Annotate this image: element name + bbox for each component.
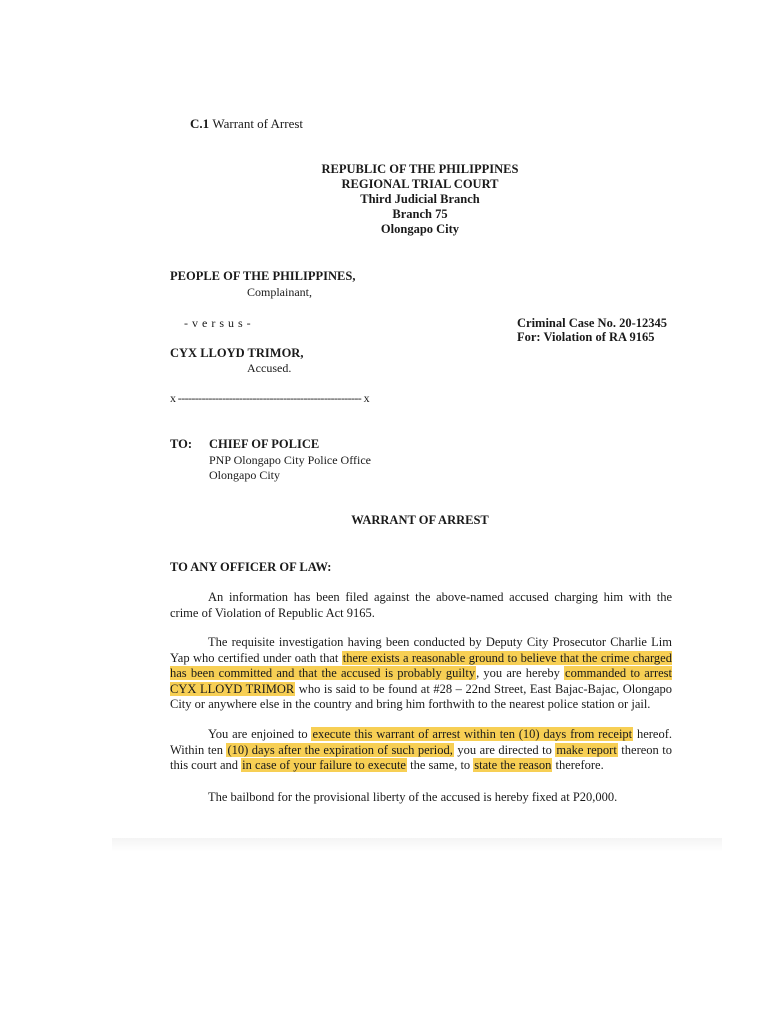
plaintiff-role: Complainant, bbox=[247, 285, 312, 299]
highlight-failure-execute: in case of your failure to execute bbox=[242, 758, 406, 772]
versus-text: - v e r s u s - bbox=[184, 316, 252, 330]
paragraph-bailbond bbox=[170, 790, 672, 806]
scan-shadow bbox=[112, 838, 722, 852]
highlight-ten-days: (10) days after the expiration of such period, bbox=[227, 742, 453, 757]
section-label bbox=[190, 116, 303, 132]
paragraph-information-text: An information has been filed against the above-named accused charging him with the crime of Violation of Republic Act 9165. bbox=[170, 590, 672, 620]
to-office: PNP Olongapo City Police Office bbox=[209, 453, 371, 467]
para3-text-4: thereon to this court and bbox=[170, 742, 673, 772]
para2-text-1: The requisite investigation having been conducted by Deputy City Prosecutor Charlie Lim Yap who certified under oath that bbox=[170, 635, 672, 665]
section-number: C.1 bbox=[190, 116, 210, 131]
para3-text-2: hereof. Within ten bbox=[170, 727, 672, 757]
highlight-probable-cause: there exists a reasonable ground to believe that the crime charged has been committed and that the accused is probably guilty bbox=[170, 650, 672, 680]
paragraph-bailbond-text: The bailbond for the provisional liberty of the accused is hereby fixed at P20,000. bbox=[208, 790, 618, 804]
paragraph-execution bbox=[170, 727, 672, 774]
paragraph-information bbox=[170, 590, 672, 621]
to-label: TO: bbox=[170, 437, 192, 451]
caption-divider: x ------------------------------------------------------ x bbox=[170, 391, 369, 405]
court-header-line-4: Branch 75 bbox=[392, 207, 448, 221]
para3-text-3: you are directed to bbox=[453, 742, 556, 757]
document-title: WARRANT OF ARREST bbox=[351, 513, 489, 527]
highlight-state-reason: state the reason bbox=[474, 758, 552, 772]
para3-text-1: You are enjoined to bbox=[208, 727, 312, 741]
court-header-line-1: REPUBLIC OF THE PHILIPPINES bbox=[321, 162, 519, 176]
case-number: Criminal Case No. 20-12345 bbox=[517, 316, 667, 330]
court-header-line-5: Olongapo City bbox=[380, 222, 460, 236]
case-violation: For: Violation of RA 9165 bbox=[517, 330, 655, 344]
to-city: Olongapo City bbox=[209, 468, 280, 482]
para3-text-5: the same, to bbox=[406, 758, 474, 772]
highlight-execute-warrant: execute this warrant of arrest within ten (10) days from receipt bbox=[312, 727, 633, 741]
accused-role: Accused. bbox=[247, 361, 292, 375]
para2-text-3: who is said to be found at #28 – 22nd Street, East Bajac-Bajac, Olongapo City or anywhere else in the country and bring him forthwith to the nearest police station or jail. bbox=[170, 681, 672, 711]
court-header-line-3: Third Judicial Branch bbox=[360, 192, 480, 206]
accused-name: CYX LLOYD TRIMOR, bbox=[170, 346, 304, 360]
to-addressee: CHIEF OF POLICE bbox=[209, 437, 320, 451]
plaintiff-name: PEOPLE OF THE PHILIPPINES, bbox=[170, 269, 356, 283]
highlight-make-report: make report bbox=[556, 742, 617, 757]
para2-text-2: , you are hereby bbox=[476, 666, 565, 680]
section-title: Warrant of Arrest bbox=[212, 116, 304, 131]
highlight-command-arrest: commanded to arrest CYX LLOYD TRIMOR bbox=[170, 666, 673, 696]
salutation: TO ANY OFFICER OF LAW: bbox=[170, 560, 332, 574]
paragraph-investigation bbox=[170, 635, 672, 713]
court-header-line-2: REGIONAL TRIAL COURT bbox=[341, 177, 499, 191]
para3-text-6: therefore. bbox=[552, 758, 604, 772]
